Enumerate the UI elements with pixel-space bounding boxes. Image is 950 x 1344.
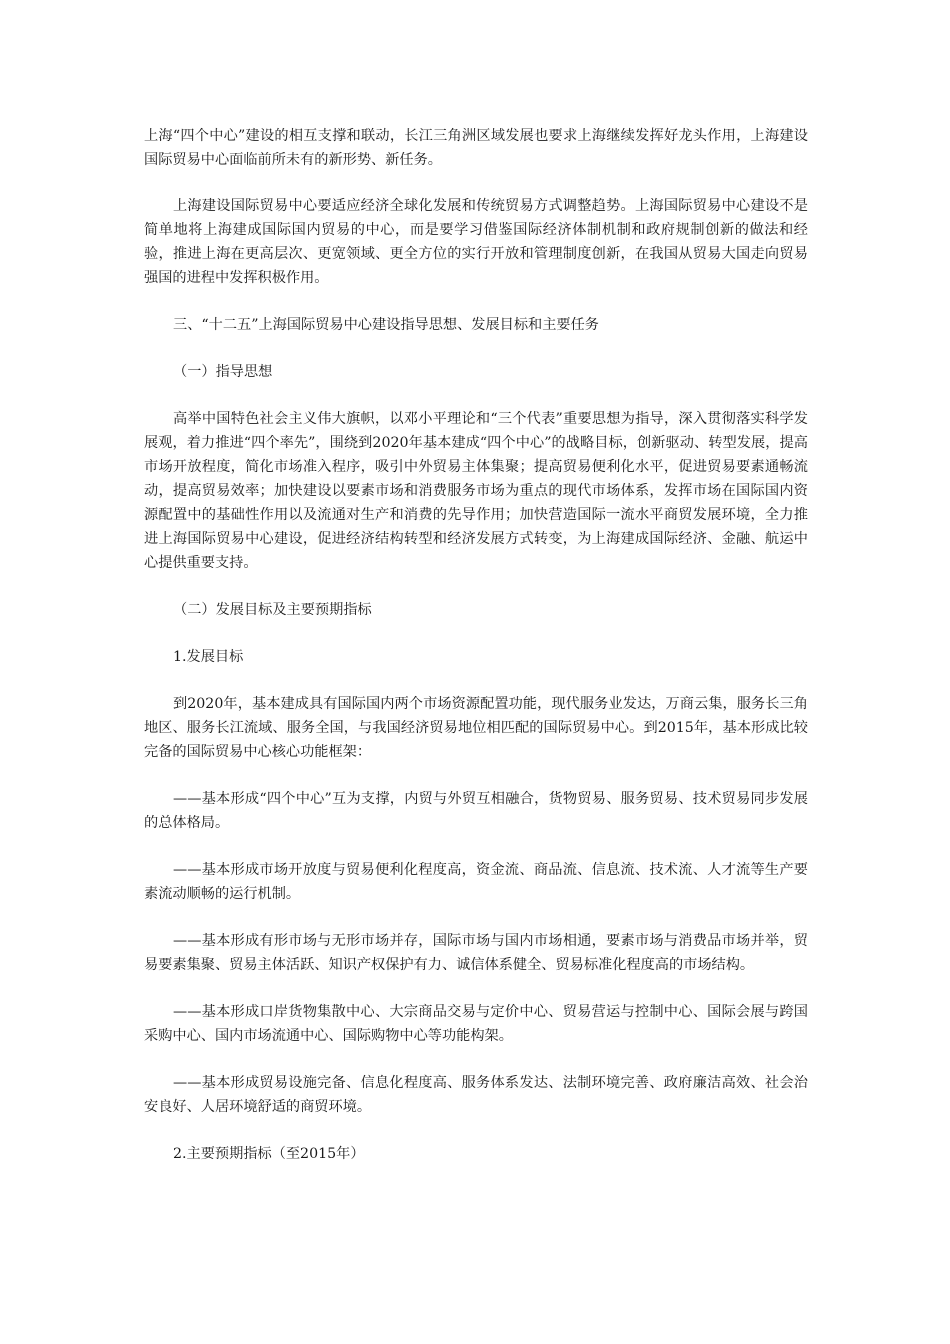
paragraph-guiding-ideology: 高举中国特色社会主义伟大旗帜，以邓小平理论和“三个代表”重要思想为指导，深入贯彻落实科学发展观，着力推进“四个率先”，围绕到2020年基本建成“四个中心”的战略目标，创新驱动、转型发展，提高市场开放程度，简化市场准入程序，吸引中外贸易主体集聚；提高贸易便利化水平，促进贸易要素通畅流动，提高贸易效率；加快建设以要素市场和消费服务市场为重点的现代市场体系，发挥市场在国际国内资源配置中的基础性作用以及流通对生产和消费的先导作用；加快营造国际一流水平商贸发展环境，全力推进上海国际贸易中心建设，促进经济结构转型和经济发展方式转变，为上海建成国际经济、金融、航运中心提供重要支持。 xyxy=(144,411,808,571)
subsection-heading-goals-indicators: （二）发展目标及主要预期指标 xyxy=(173,602,372,618)
paragraph-context-continuation: 上海“四个中心”建设的相互支撑和联动，长江三角洲区域发展也要求上海继续发挥好龙头作用，上海建设国际贸易中心面临前所未有的新形势、新任务。 xyxy=(144,128,808,168)
goal-item: ——基本形成市场开放度与贸易便利化程度高，资金流、商品流、信息流、技术流、人才流等生产要素流动顺畅的运行机制。 xyxy=(144,862,808,902)
subsection-heading-guiding-ideology: （一）指导思想 xyxy=(173,364,273,380)
goal-item: ——基本形成口岸货物集散中心、大宗商品交易与定价中心、贸易营运与控制中心、国际会展与跨国采购中心、国内市场流通中心、国际购物中心等功能构架。 xyxy=(144,1004,808,1044)
item-heading-main-indicators: 2.主要预期指标（至2015年） xyxy=(173,1146,365,1162)
goal-item: ——基本形成“四个中心”互为支撑，内贸与外贸互相融合，货物贸易、服务贸易、技术贸易同步发展的总体格局。 xyxy=(144,791,808,831)
document-page xyxy=(144,124,808,1166)
paragraph-adapt-globalization: 上海建设国际贸易中心要适应经济全球化发展和传统贸易方式调整趋势。上海国际贸易中心建设不是简单地将上海建成国际国内贸易的中心，而是要学习借鉴国际经济体制机制和政府规制创新的做法和经验，推进上海在更高层次、更宽领域、更全方位的实行开放和管理制度创新，在我国从贸易大国走向贸易强国的进程中发挥积极作用。 xyxy=(144,198,808,286)
goal-item: ——基本形成有形市场与无形市场并存，国际市场与国内市场相通，要素市场与消费品市场并举，贸易要素集聚、贸易主体活跃、知识产权保护有力、诚信体系健全、贸易标准化程度高的市场结构。 xyxy=(144,933,808,973)
item-heading-development-goals: 1.发展目标 xyxy=(173,649,244,665)
goal-item: ——基本形成贸易设施完备、信息化程度高、服务体系发达、法制环境完善、政府廉洁高效、社会治安良好、人居环境舒适的商贸环境。 xyxy=(144,1075,808,1115)
paragraph-development-goals: 到2020年，基本建成具有国际国内两个市场资源配置功能，现代服务业发达，万商云集，服务长三角地区、服务长江流域、服务全国，与我国经济贸易地位相匹配的国际贸易中心。到2015年，基本形成比较完备的国际贸易中心核心功能框架： xyxy=(144,696,808,760)
section-heading-three: 三、“十二五”上海国际贸易中心建设指导思想、发展目标和主要任务 xyxy=(173,317,599,333)
